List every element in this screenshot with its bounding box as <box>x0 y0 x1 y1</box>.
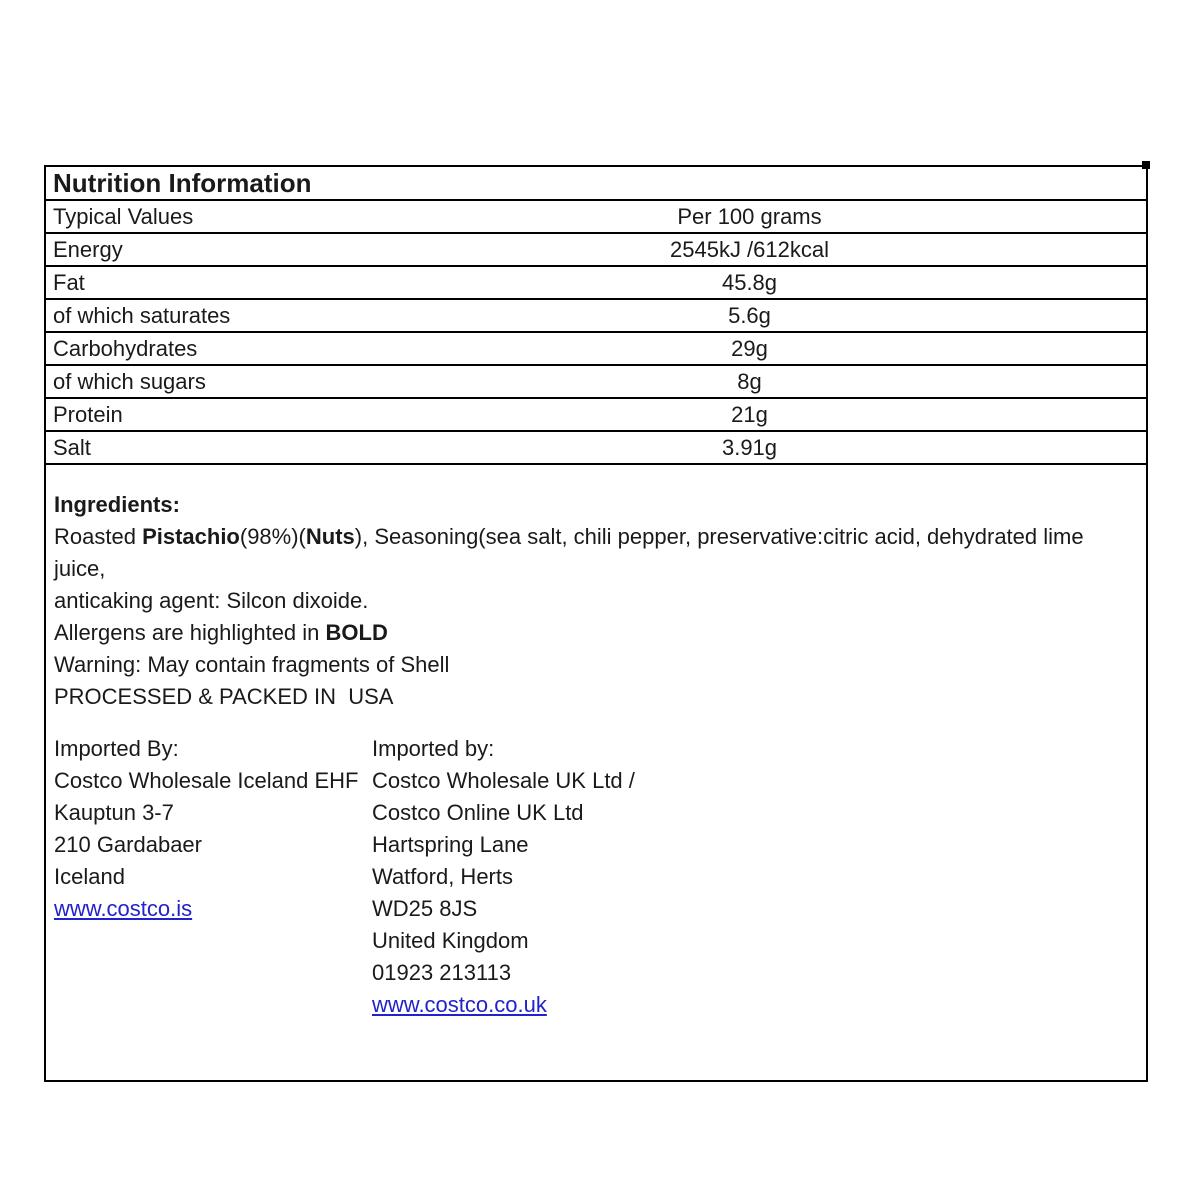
importer-address-line: Kauptun 3-7 <box>54 800 174 825</box>
importer-phone: 01923 213113 <box>372 960 512 985</box>
row-label: Energy <box>53 236 123 262</box>
warning-text: Warning: May contain fragments of Shell <box>54 652 450 677</box>
ingredients-text <box>54 521 1136 617</box>
processed-packed-text: PROCESSED & PACKED IN USA <box>54 684 394 709</box>
row-value: 21g <box>731 401 768 427</box>
importer-heading: Imported by: <box>372 736 495 761</box>
importer-address-line: Costco Wholesale UK Ltd / <box>372 768 635 793</box>
table-row <box>46 432 1146 465</box>
table-row <box>46 366 1146 399</box>
allergen-nuts: Nuts <box>305 524 355 549</box>
importer-address-line: WD25 8JS <box>372 896 478 921</box>
row-value: 45.8g <box>721 269 778 295</box>
importer-address-line: 210 Gardabaer <box>54 832 202 857</box>
header-value: Per 100 grams <box>677 203 822 229</box>
row-label: of which saturates <box>53 302 231 328</box>
importer-heading: Imported By: <box>54 736 179 761</box>
row-label: Carbohydrates <box>53 335 198 361</box>
table-title: Nutrition Information <box>53 167 312 198</box>
allergen-pistachio: Pistachio <box>142 524 240 549</box>
importer-uk <box>372 733 635 1021</box>
importer-address-line: Iceland <box>54 864 125 889</box>
row-value: 29g <box>731 335 768 361</box>
table-title-row <box>46 167 1146 201</box>
ingredients-line2: anticaking agent: Silcon dixoide. <box>54 588 369 613</box>
row-value: 3.91g <box>721 434 778 460</box>
costco-is-link[interactable]: www.costco.is <box>54 896 193 921</box>
table-row <box>46 300 1146 333</box>
costco-co-uk-link[interactable]: www.costco.co.uk <box>372 992 547 1017</box>
row-label: of which sugars <box>53 368 206 394</box>
table-row <box>46 399 1146 432</box>
importer-address-line: United Kingdom <box>372 928 529 953</box>
importer-address-line: Costco Wholesale Iceland EHF <box>54 768 359 793</box>
ingredients-mid: (98%)( <box>239 524 306 549</box>
table-row <box>46 267 1146 300</box>
importer-iceland <box>54 733 372 1021</box>
table-header-row <box>46 201 1146 234</box>
row-label: Protein <box>53 401 123 427</box>
nutrition-label <box>44 165 1148 1082</box>
importers-section <box>54 733 1136 1021</box>
ingredients-heading <box>54 489 1136 521</box>
row-value: 8g <box>737 368 762 394</box>
ingredients-line1-end: ), Seasoning(sea salt, chili pepper, preservative:citric acid, dehydrated lime juice, <box>54 524 1084 581</box>
importer-address-line: Hartspring Lane <box>372 832 529 857</box>
ingredients-heading-text: Ingredients: <box>54 492 180 517</box>
header-label: Typical Values <box>53 203 194 229</box>
row-label: Fat <box>53 269 85 295</box>
table-row <box>46 234 1146 267</box>
row-label: Salt <box>53 434 91 460</box>
allergens-note-text: Allergens are highlighted in <box>54 620 326 645</box>
ingredients-pre: Roasted <box>54 524 143 549</box>
row-value: 2545kJ /612kcal <box>670 236 829 262</box>
table-row <box>46 333 1146 366</box>
label-text-area <box>46 465 1146 1021</box>
importer-address-line: Costco Online UK Ltd <box>372 800 584 825</box>
row-value: 5.6g <box>728 302 771 328</box>
allergens-note <box>54 617 1136 649</box>
allergens-bold-word: BOLD <box>325 620 388 645</box>
importer-address-line: Watford, Herts <box>372 864 513 889</box>
corner-mark <box>1142 161 1150 169</box>
